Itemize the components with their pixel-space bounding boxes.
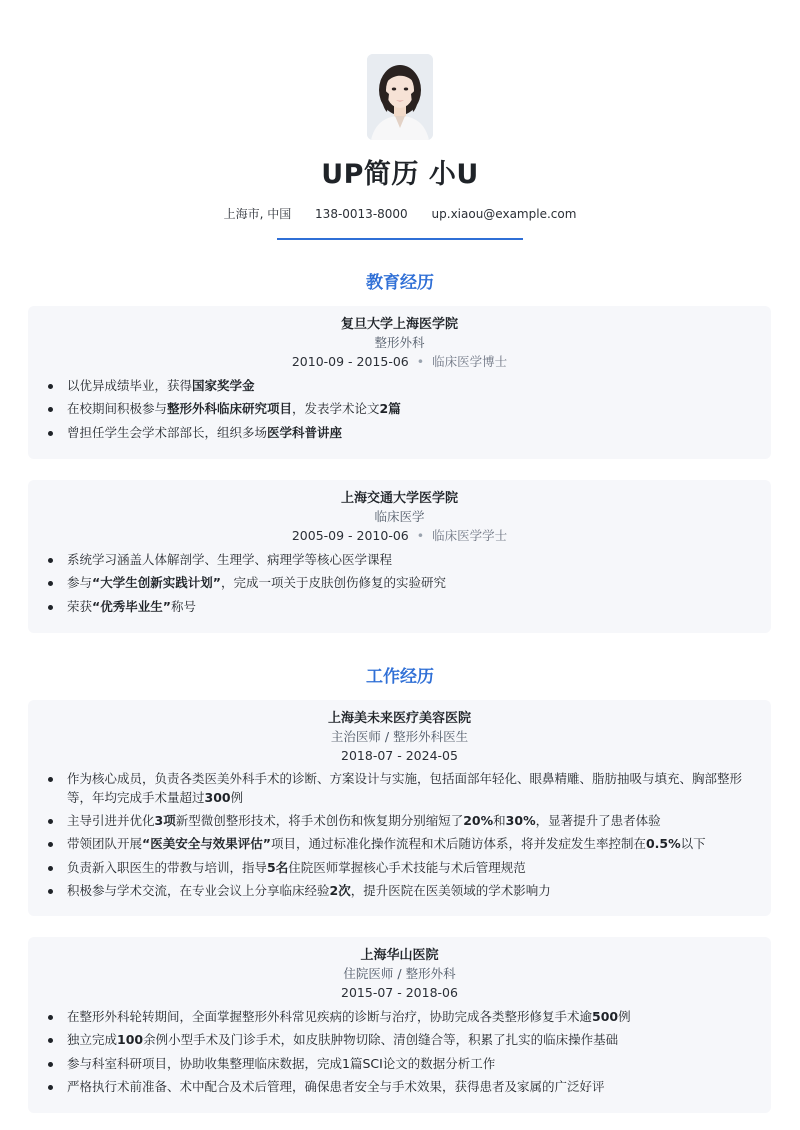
date-range: 2010-09 - 2015-06 [291,354,409,369]
bullet-item: 参与“大学生创新实践计划”，完成一项关于皮肤创伤修复的实验研究 [48,571,755,594]
bullet-list [28,374,771,444]
school-name: 上海交通大学医学院 [340,491,458,506]
education-meta [28,352,771,372]
bullet-item: 在校期间积极参与整形外科临床研究项目，发表学术论文2篇 [48,397,755,420]
job-title: 住院医师 / 整形外科 [343,966,456,981]
separator-dot: • [416,354,425,369]
major-name: 整形外科 [374,335,425,350]
education-entry [28,306,771,459]
education-section-title: 教育经历 [366,273,434,293]
job-title: 主治医师 / 整形外科医生 [330,729,469,744]
company-name: 上海华山医院 [360,948,439,963]
phone-text: 138-0013-8000 [315,207,408,221]
bullet-list [28,548,771,618]
bullet-item: 严格执行术前准备、术中配合及术后管理，确保患者安全与手术效果，获得患者及家属的广泛好评 [48,1075,755,1098]
location-text: 上海市, 中国 [223,207,292,221]
education-meta [28,526,771,546]
bullet-item: 主导引进并优化3项新型微创整形技术，将手术创伤和恢复期分别缩短了20%和30%，显著提升了患者体验 [48,809,755,832]
profile-photo [367,54,433,140]
work-entry [28,700,771,916]
education-entry [28,480,771,633]
bullet-item: 荣获“优秀毕业生”称号 [48,595,755,618]
candidate-name: UP简历 小U [321,159,479,190]
separator-dot: • [416,528,425,543]
header-divider [277,238,523,240]
school-name: 复旦大学上海医学院 [340,317,458,332]
degree-text: 临床医学博士 [432,354,508,369]
email-text[interactable]: up.xiaou@example.com [431,207,577,221]
portrait-image [367,54,433,140]
bullet-item: 系统学习涵盖人体解剖学、生理学、病理学等核心医学课程 [48,548,755,571]
bullet-list [28,768,771,902]
date-range: 2015-07 - 2018-06 [341,985,458,1000]
bullet-item: 积极参与学术交流，在专业会议上分享临床经验2次，提升医院在医美领域的学术影响力 [48,879,755,902]
bullet-list [28,1005,771,1098]
contact-info [0,205,800,222]
bullet-item: 在整形外科轮转期间，全面掌握整形外科常见疾病的诊断与治疗，协助完成各类整形修复手术逾500例 [48,1005,755,1028]
date-range: 2005-09 - 2010-06 [291,528,409,543]
bullet-item: 曾担任学生会学术部部长，组织多场医学科普讲座 [48,421,755,444]
bullet-item: 负责新入职医生的带教与培训，指导5名住院医师掌握核心手术技能与术后管理规范 [48,856,755,879]
bullet-item: 作为核心成员，负责各类医美外科手术的诊断、方案设计与实施，包括面部年轻化、眼鼻精雕、脂肪抽吸与填充、胸部整形等，年均完成手术量超过300例 [48,768,755,809]
work-entry [28,937,771,1113]
work-section-title: 工作经历 [366,667,434,687]
bullet-item: 以优异成绩毕业，获得国家奖学金 [48,374,755,397]
bullet-item: 参与科室科研项目，协助收集整理临床数据，完成1篇SCI论文的数据分析工作 [48,1052,755,1075]
bullet-item: 独立完成100余例小型手术及门诊手术，如皮肤肿物切除、清创缝合等，积累了扎实的临床操作基础 [48,1028,755,1051]
bullet-item: 带领团队开展“医美安全与效果评估”项目，通过标准化操作流程和术后随访体系，将并发症发生率控制在0.5%以下 [48,832,755,855]
date-range: 2018-07 - 2024-05 [341,748,458,763]
degree-text: 临床医学学士 [432,528,508,543]
major-name: 临床医学 [374,509,425,524]
company-name: 上海美未来医疗美容医院 [327,711,471,726]
